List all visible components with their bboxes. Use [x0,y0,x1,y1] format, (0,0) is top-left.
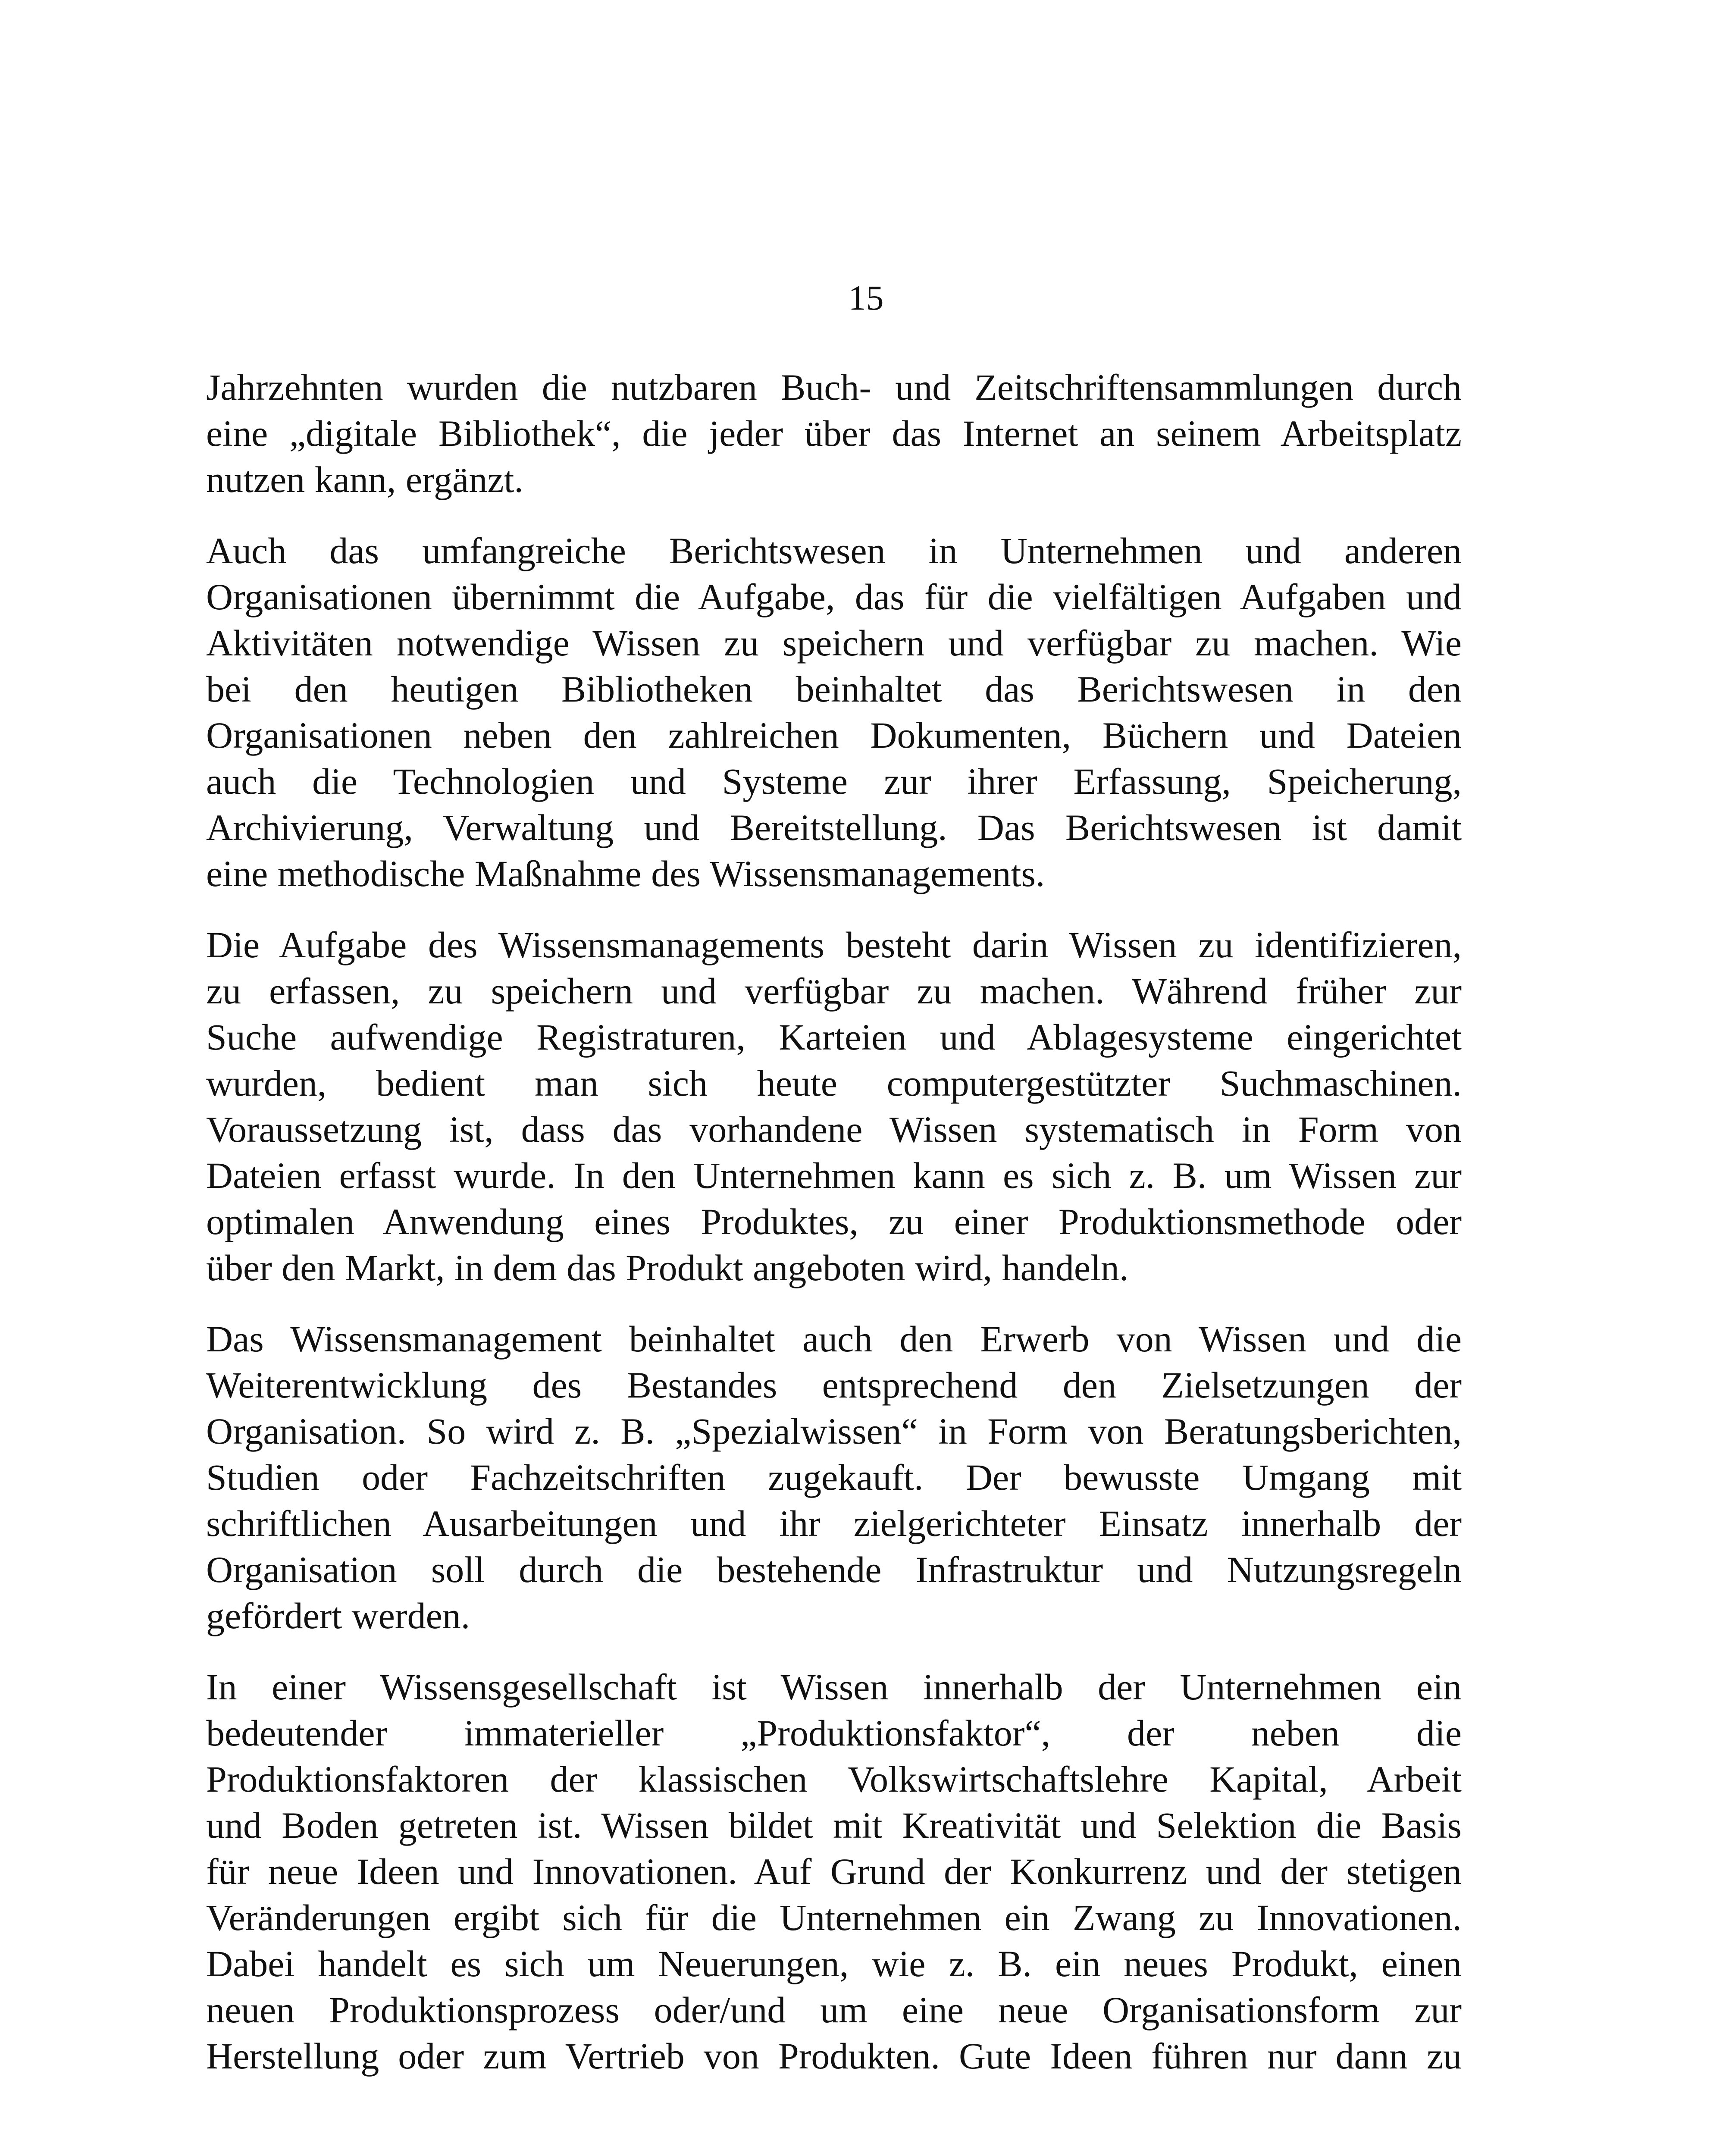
text-line: Das Wissensmanagement beinhaltet auch den Erwerb von Wissen und die [206,1318,1462,1360]
text-line: wurden, bedient man sich heute computergestützter Suchmaschinen. [206,1062,1462,1104]
text-line: über den Markt, in dem das Produkt angeboten wird, handeln. [206,1247,1129,1288]
text-line: Dabei handelt es sich um Neuerungen, wie z. B. ein neues Produkt, einen [206,1943,1462,1984]
paragraph-4 [206,1316,1462,1639]
text-line: Suche aufwendige Registraturen, Karteien und Ablagesysteme eingerichtet [206,1016,1462,1058]
text-line: und Boden getreten ist. Wissen bildet mit Kreativität und Selektion die Basis [206,1805,1462,1846]
text-line: optimalen Anwendung eines Produktes, zu einer Produktionsmethode oder [206,1201,1462,1242]
text-line: In einer Wissensgesellschaft ist Wissen innerhalb der Unternehmen ein [206,1666,1462,1708]
text-line: eine „digitale Bibliothek“, die jeder über das Internet an seinem Arbeitsplatz [206,413,1462,454]
text-line: Archivierung, Verwaltung und Bereitstellung. Das Berichtswesen ist damit [206,807,1462,848]
text-line: Dateien erfasst wurde. In den Unternehmen kann es sich z. B. um Wissen zur [206,1155,1462,1196]
text-line: auch die Technologien und Systeme zur ihrer Erfassung, Speicherung, [206,761,1462,802]
paragraph-3 [206,922,1462,1291]
text-line: für neue Ideen und Innovationen. Auf Grund der Konkurrenz und der stetigen [206,1851,1462,1892]
text-line: Organisation. So wird z. B. „Spezialwissen“ in Form von Beratungsberichten, [206,1410,1462,1452]
text-line: Organisation soll durch die bestehende Infrastruktur und Nutzungsregeln [206,1549,1462,1590]
text-line: eine methodische Maßnahme des Wissensmanagements. [206,853,1045,894]
text-line: Aktivitäten notwendige Wissen zu speichern und verfügbar zu machen. Wie [206,622,1462,664]
text-line: schriftlichen Ausarbeitungen und ihr zielgerichteter Einsatz innerhalb der [206,1503,1462,1544]
paragraph-2 [206,528,1462,897]
text-line: zu erfassen, zu speichern und verfügbar zu machen. Während früher zur [206,970,1462,1012]
paragraph-1 [206,364,1462,503]
page-number: 15 [848,278,884,317]
text-line: nutzen kann, ergänzt. [206,459,523,500]
text-line: Jahrzehnten wurden die nutzbaren Buch- und Zeitschriftensammlungen durch [206,367,1462,408]
text-line: Organisationen übernimmt die Aufgabe, das für die vielfältigen Aufgaben und [206,576,1462,617]
paragraph-5 [206,1664,1462,2079]
text-line: Weiterentwicklung des Bestandes entsprechend den Zielsetzungen der [206,1364,1462,1406]
text-line: bei den heutigen Bibliotheken beinhaltet das Berichtswesen in den [206,668,1462,710]
text-line: Veränderungen ergibt sich für die Unternehmen ein Zwang zu Innovationen. [206,1897,1462,1938]
text-line: neuen Produktionsprozess oder/und um eine neue Organisationsform zur [206,1989,1462,2031]
text-line: gefördert werden. [206,1595,470,1636]
text-line: Voraussetzung ist, dass das vorhandene Wissen systematisch in Form von [206,1109,1462,1150]
text-line: Produktionsfaktoren der klassischen Volkswirtschaftslehre Kapital, Arbeit [206,1758,1462,1800]
text-line: Auch das umfangreiche Berichtswesen in Unternehmen und anderen [206,530,1462,571]
text-line: bedeutender immaterieller „Produktionsfaktor“, der neben die [206,1712,1462,1754]
text-line: Die Aufgabe des Wissensmanagements besteht darin Wissen zu identifizieren, [206,924,1462,965]
body-text [206,364,1462,2104]
text-line: Herstellung oder zum Vertrieb von Produkten. Gute Ideen führen nur dann zu [206,2035,1462,2077]
text-line: Studien oder Fachzeitschriften zugekauft. Der bewusste Umgang mit [206,1457,1462,1498]
text-line: Organisationen neben den zahlreichen Dokumenten, Büchern und Dateien [206,714,1462,756]
